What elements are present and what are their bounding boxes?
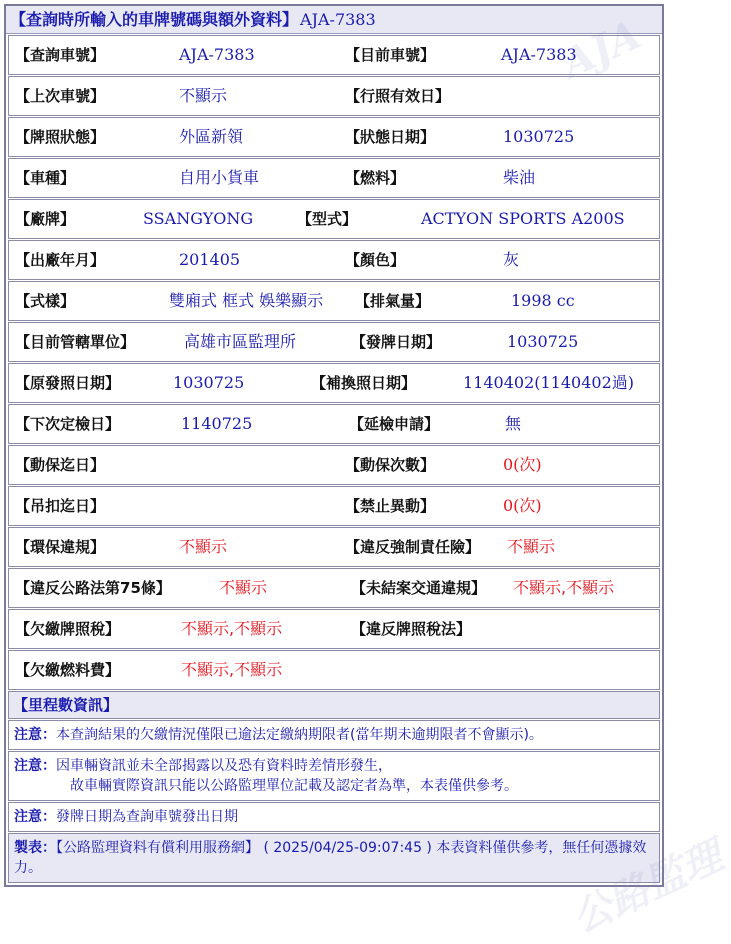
row-chattel-mortgage — [8, 445, 660, 485]
label-unresolved-traffic-violation: 【未結案交通違規】 — [351, 579, 487, 597]
title-label: 【查詢時所輸入的車牌號碼與額外資料】 — [10, 10, 299, 29]
value-vehicle-type: 自用小貨車 — [179, 168, 260, 187]
note-disclosure-head: 注意： — [14, 758, 56, 774]
row-next-inspection — [8, 404, 660, 444]
value-fuel: 柴油 — [503, 168, 536, 187]
label-plate-status: 【牌照狀態】 — [15, 128, 106, 146]
row-license-tax-arrears — [8, 609, 660, 649]
label-fuel: 【燃料】 — [345, 169, 406, 187]
row-manufacture-date — [8, 240, 660, 280]
value-previous-plate: 不顯示 — [179, 86, 228, 105]
value-brand: SSANGYONG — [143, 209, 254, 228]
label-brand: 【廠牌】 — [15, 210, 76, 228]
footer-text: 【公路監理資料有償利用服務網】 ( 2025/04/25-09:07:45 ) 本表資料僅供參考，無任何憑據效力。 — [14, 840, 647, 876]
note-arrears-head: 注意： — [14, 727, 56, 743]
value-fuel-fee-arrears: 不顯示,不顯示 — [181, 660, 283, 679]
label-license-tax-violation: 【違反牌照稅法】 — [351, 620, 472, 638]
note-arrears — [8, 720, 660, 750]
label-body-style: 【式樣】 — [15, 292, 76, 310]
vehicle-info-table — [4, 4, 730, 943]
label-displacement: 【排氣量】 — [355, 292, 431, 310]
label-fuel-fee-arrears: 【欠繳燃料費】 — [15, 661, 121, 679]
row-highway-act-violation — [8, 568, 660, 608]
label-previous-plate: 【上次車號】 — [15, 87, 106, 105]
row-fuel-fee-arrears — [8, 650, 660, 690]
row-body-style — [8, 281, 660, 321]
label-color: 【顏色】 — [345, 251, 406, 269]
label-chattel-mortgage-end: 【動保迄日】 — [15, 456, 106, 474]
query-title-bar — [6, 6, 662, 34]
value-inspection-extension: 無 — [505, 414, 522, 433]
value-manufacture-date: 201405 — [179, 250, 241, 269]
row-environmental-violation — [8, 527, 660, 567]
label-current-plate: 【目前車號】 — [345, 46, 436, 64]
row-plate-status — [8, 117, 660, 157]
label-chattel-mortgage-count: 【動保次數】 — [345, 456, 436, 474]
row-query-plate — [8, 35, 660, 75]
label-query-plate: 【查詢車號】 — [15, 46, 106, 64]
watermark-bottom: 公路監理 — [564, 832, 730, 943]
value-license-tax-arrears: 不顯示,不顯示 — [181, 619, 283, 638]
label-manufacture-date: 【出廠年月】 — [15, 251, 106, 269]
value-jurisdiction: 高雄市區監理所 — [184, 332, 297, 351]
label-jurisdiction: 【目前管轄單位】 — [15, 333, 136, 351]
row-original-issue-date — [8, 363, 660, 403]
value-status-date: 1030725 — [503, 127, 575, 146]
note-issue-date-head: 注意： — [14, 809, 56, 825]
label-original-issue-date: 【原發照日期】 — [15, 374, 121, 392]
watermark-top: AJA — [554, 11, 649, 88]
value-original-issue-date: 1030725 — [173, 373, 245, 392]
value-environmental-violation: 不顯示 — [179, 537, 228, 556]
value-model: ACTYON SPORTS A200S — [421, 209, 625, 228]
label-environmental-violation: 【環保違規】 — [15, 538, 106, 556]
label-status-date: 【狀態日期】 — [345, 128, 436, 146]
footer-head: 製表： — [14, 840, 56, 856]
value-plate-status: 外區新領 — [179, 127, 244, 146]
label-inspection-extension: 【延檢申請】 — [349, 415, 440, 433]
value-highway-act-violation: 不顯示 — [219, 578, 268, 597]
label-reissue-date: 【補換照日期】 — [311, 374, 417, 392]
label-vehicle-type: 【車種】 — [15, 169, 76, 187]
note-disclosure — [8, 751, 660, 801]
mileage-section-header: 【里程數資訊】 — [8, 691, 660, 719]
row-brand — [8, 199, 660, 239]
title-plate: AJA-7383 — [300, 10, 376, 29]
note-arrears-text: 本查詢結果的欠繳情況僅限已逾法定繳納期限者(當年期未逾期限者不會顯示)。 — [56, 727, 543, 743]
row-vehicle-type — [8, 158, 660, 198]
value-next-inspection: 1140725 — [181, 414, 253, 433]
label-next-inspection: 【下次定檢日】 — [15, 415, 121, 433]
value-reissue-date: 1140402(1140402過) — [463, 373, 635, 392]
label-license-tax-arrears: 【欠繳牌照稅】 — [15, 620, 121, 638]
value-chattel-mortgage-count: 0(次) — [503, 455, 542, 474]
value-unresolved-traffic-violation: 不顯示,不顯示 — [513, 578, 615, 597]
label-suspension-end: 【吊扣迄日】 — [15, 497, 106, 515]
value-current-plate: AJA-7383 — [501, 45, 577, 64]
note-disclosure-line1: 因車輛資訊並未全部揭露以及恐有資料時差情形發生， — [56, 758, 392, 774]
note-issue-date-text: 發牌日期為查詢車號發出日期 — [56, 809, 238, 825]
label-insurance-violation: 【違反強制責任險】 — [345, 538, 481, 556]
value-displacement: 1998 cc — [511, 291, 575, 310]
row-suspension — [8, 486, 660, 526]
value-insurance-violation: 不顯示 — [507, 537, 556, 556]
note-issue-date — [8, 802, 660, 832]
label-model: 【型式】 — [297, 210, 358, 228]
footer-issuer — [8, 833, 660, 883]
value-query-plate: AJA-7383 — [179, 45, 255, 64]
value-issue-date: 1030725 — [507, 332, 579, 351]
label-license-valid-date: 【行照有效日】 — [345, 87, 451, 105]
label-issue-date: 【發牌日期】 — [351, 333, 442, 351]
row-previous-plate — [8, 76, 660, 116]
value-body-style: 雙廂式 框式 娛樂顯示 — [169, 291, 324, 310]
value-transfer-prohibited: 0(次) — [503, 496, 542, 515]
row-jurisdiction — [8, 322, 660, 362]
value-color: 灰 — [503, 250, 520, 269]
note-disclosure-line2: 故車輛實際資訊只能以公路監理單位記載及認定者為準，本表僅供參考。 — [70, 778, 518, 794]
label-transfer-prohibited: 【禁止異動】 — [345, 497, 436, 515]
label-highway-act-violation: 【違反公路法第75條】 — [15, 579, 171, 597]
